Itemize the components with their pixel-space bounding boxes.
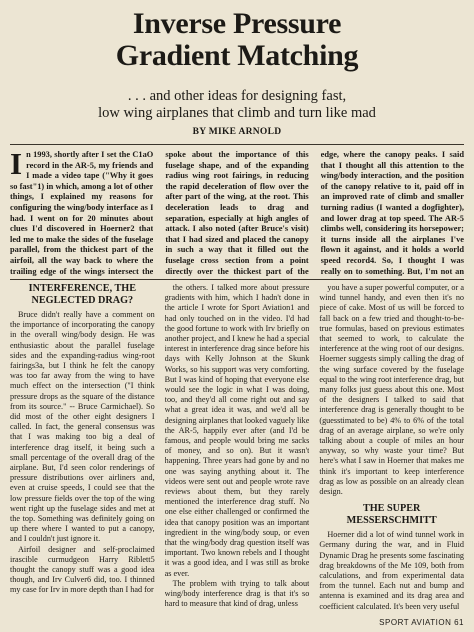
- intro-text-2: spoke about the importance of this fuselage shape, and of the expanding radius wing root fairings, in reducing the rapid deceleration of flow over the after part of the wing, at the root. This deceleration leads to drag and separation, especially at high angles of attack. I also noted (after Bruce's visit) that I had sized and placed the canopy in such a way that it filled out the fuselage cross section from a point directly over the thickest part of the: [165, 150, 309, 276]
- heading-line-1: THE SUPER: [362, 503, 421, 515]
- intro-text-1: n 1993, shortly after I set the C1aO record in the AR-5, my friends and I made a video tape ("Why it goes so fast"1) in which, among a lot of other things, I explained my reasons for configuring the wing/body interface as I had. I went on for 20 minutes about clues I'd discovered in Hoerner2 that led me to make the sides of the fuselage parallel, from the thickest part of the airfoil, all the way back to where the trailing edge of the wings intersect the: [10, 150, 154, 276]
- section-heading-messerschmitt: [319, 503, 464, 526]
- body-paragraph: you have a super powerful computer, or a wind tunnel handy, and even then it's no piece of cake. Most of us will be forced to fall back on a few tried and thought-to-be-true formulas, based on previous estimates that seemed to work, to calculate the interference at the wing root of our designs. Hoerner suggests simply calling the drag of the wing surface covered by the fuselage equal to the wing root interference drag, but many folks just guess about this one. Most of the designers I talked to said that interference drag is generally thought to be (guesstimated to be) 4% to 6% of the total drag of an average airplane, so we're only talking about a couple of miles an hour anyway, so why waste your time? But here's what I saw in Hoerner that makes me think it's important to keep interference drag as low as possible on an already clean design.: [319, 283, 465, 497]
- heading-line-2: NEGLECTED DRAG?: [31, 294, 134, 306]
- body-paragraph: Hoerner did a lot of wind tunnel work in Germany during the war, and in Fluid Dynamic Drag he presents some fascinating drag breakdowns of the Me 109, both from calculations, and from experimental data from the tunnel. Each nut and bump and antenna is examined and its drag area and coefficient calculated. It's been very useful: [319, 530, 465, 611]
- body-column-1: [10, 283, 155, 616]
- heading-line-1: INTERFERENCE, THE: [28, 283, 137, 294]
- body-paragraph: Airfoil designer and self-proclaimed irascible curmudgeon Harry Riblett5 thought the canopy stuff was a good idea though, and Irv Culver6 did, too. I thinned my case for Irv in more depth than I had for: [10, 544, 155, 595]
- section-heading-interference: [10, 283, 155, 306]
- title-line-2: Gradient Matching: [115, 39, 359, 72]
- intro-column-1: [10, 150, 153, 276]
- body-column-3: [319, 283, 464, 616]
- intro-section: [10, 150, 464, 276]
- top-divider: [10, 144, 464, 145]
- intro-text-3: edge, where the canopy peaks. I said that I thought all this attention to the wing/body interaction, and the position of the canopy relative to it, paid off in an improved rate of climb and smaller turning radius (I wanted a dogfighter), and lower drag at top speed. The AR-5 climbs well, considering its horsepower; it turns inside all the airplanes I've flown it against, and it holds a world speed record4. So, I thought I was really on to something. But, I'm not an: [320, 150, 464, 276]
- intro-divider: [10, 279, 464, 280]
- subtitle-line-2: low wing airplanes that climb and turn like mad: [98, 105, 376, 121]
- intro-column-3: [321, 150, 464, 276]
- body-section: [10, 283, 464, 616]
- title-line-1: Inverse Pressure: [132, 7, 342, 40]
- subtitle-line-1: . . . and other ideas for designing fast,: [127, 88, 347, 104]
- intro-column-2: [165, 150, 308, 276]
- article-title: [0, 8, 474, 72]
- article-subtitle: [0, 88, 474, 122]
- body-paragraph: The problem with trying to talk about wing/body interference drag is that it's so hard to measure that kind of drag, unless: [164, 578, 310, 609]
- body-paragraph: Bruce didn't really have a comment on the importance of incorporating the canopy in the overall wing/body design. He was enthusiastic about the parallel fuselage sides and the expanding-radius wing-root fairings3a, but I think he felt the canopy was too far away from the wing to have much effect on the intersection ("I think pressure drops as the square of the distance from its source." -- Bruce Carmichael). So did most of the other eight designers I called. In fact, the general consensus was that I was making too big a deal of interference drag itself, it being such a small percentage of the overall drag of the airplane. But, I'd seen color renderings of pressure distributions over airliners and, even at cruise speeds, I could see that the low pressure fields over the top of the wing went right up the fuselage sides and met at the top. Something was definitely going on up there where I wanted to put a canopy, and I couldn't just ignore it.: [10, 310, 155, 544]
- body-paragraph: the others. I talked more about pressure gradients with him, which I hadn't done in the article I wrote for Sport Aviation1 and had only touched on in the video. I'd had the good fortune to work with Irv briefly on another project, and I knew he had a special interest in interference drag since before his days with Kelly Johnson at the Skunk Works, so his support was very comforting. But I was kind of hoping that everyone else would see the logic in what I was doing, too, and they'd all come right out and say what a great idea it was, and we'd all be designing airplanes that looked vaguely like the AR-5, happily ever after (and I'd be famous, and people would bring me sacks of money, and so on). But it wasn't happening. Three years had gone by and no one was saying anything about it. The videos were sent out and people wrote rave reviews about them, but they rarely mentioned the interference drag stuff. No one else either challenged or confirmed the idea that canopy position was an important ingredient in the wing/body soup, or even that the wing/body drag question itself was important. Two known rebels and I thought it was a good idea, and I was still as broke as ever.: [164, 283, 310, 578]
- body-column-2: [165, 283, 310, 616]
- heading-line-2: MESSERSCHMITT: [346, 514, 437, 526]
- byline: BY MIKE ARNOLD: [192, 127, 282, 137]
- page-footer: SPORT AVIATION 61: [379, 618, 464, 627]
- drop-cap: I: [10, 150, 23, 181]
